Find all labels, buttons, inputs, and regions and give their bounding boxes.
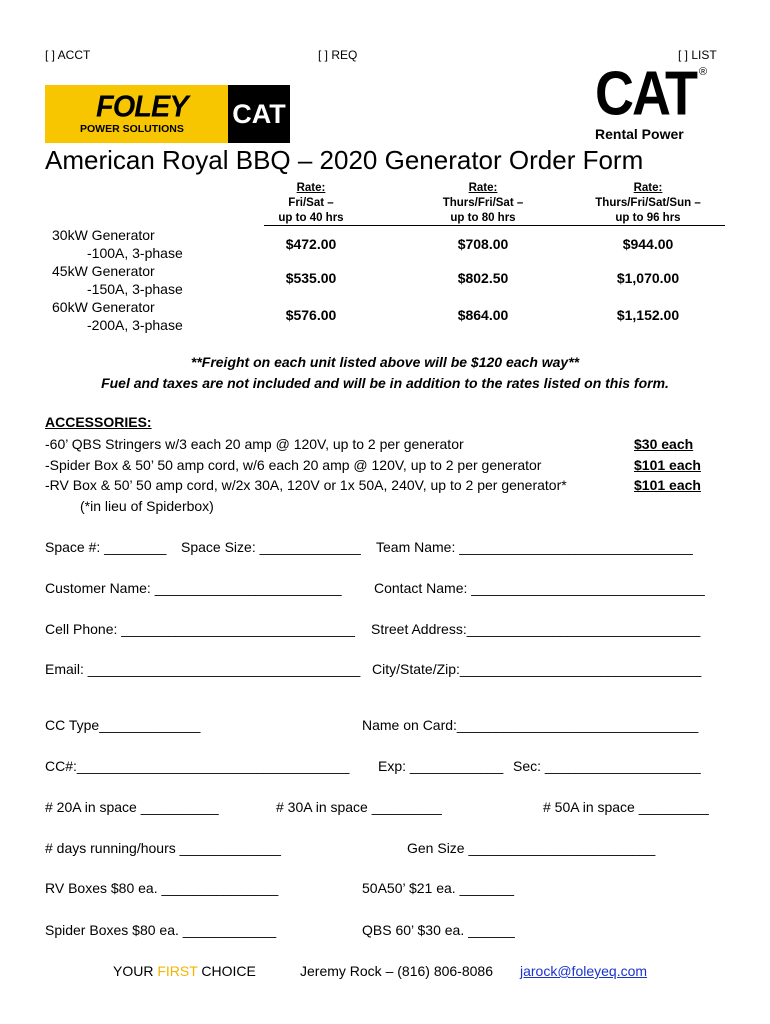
list-checkbox[interactable]: [ ] LIST <box>678 48 717 62</box>
header-divider <box>264 225 725 226</box>
acct-checkbox[interactable]: [ ] ACCT <box>45 48 91 62</box>
price-30kw-96hrs: $944.00 <box>622 236 674 252</box>
accessory-footnote: (*in lieu of Spiderbox) <box>80 498 214 514</box>
spider-boxes-field[interactable]: Spider Boxes $80 ea. ____________ <box>45 922 277 938</box>
price-45kw-96hrs: $1,070.00 <box>616 270 680 286</box>
accessory-spider-box: -Spider Box & 50’ 50 amp cord, w/6 each 20 amp @ 120V, up to 2 per generator <box>45 457 542 473</box>
rate-header-1 <box>236 181 386 226</box>
tagline-choice: CHOICE <box>197 963 256 979</box>
rate-label: Rate: <box>468 182 498 194</box>
generator-spec: -200A, 3-phase <box>87 317 183 333</box>
30a-in-space-field[interactable]: # 30A in space _________ <box>276 799 442 815</box>
generator-name: 60kW Generator <box>52 299 155 315</box>
cc-number-field[interactable]: CC#:___________________________________ <box>45 758 350 774</box>
tagline <box>113 963 256 979</box>
rate-header-2 <box>408 181 558 226</box>
price-45kw-80hrs: $802.50 <box>457 270 509 286</box>
tagline-first: FIRST <box>157 963 198 979</box>
space-size-field[interactable]: Space Size: _____________ <box>181 539 361 555</box>
price-45kw-40hrs: $535.00 <box>285 270 337 286</box>
accessory-qbs-stringers: -60’ QBS Stringers w/3 each 20 amp @ 120V, up to 2 per generator <box>45 436 464 452</box>
cat-rental-logo <box>595 58 720 146</box>
rate-hours: up to 40 hrs <box>278 212 344 224</box>
generator-60kw <box>52 298 183 334</box>
cell-phone-field[interactable]: Cell Phone: ______________________________ <box>45 621 355 637</box>
accessory-price: $30 each <box>634 436 694 452</box>
rate-header-3 <box>573 181 723 226</box>
contact-email-link[interactable]: jarock@foleyeq.com <box>520 963 648 979</box>
gen-size-field[interactable]: Gen Size ________________________ <box>407 840 656 856</box>
price-30kw-40hrs: $472.00 <box>285 236 337 252</box>
page-title: American Royal BBQ – 2020 Generator Order Form <box>45 145 644 175</box>
contact-info: Jeremy Rock – (816) 806-8086 <box>300 963 493 979</box>
rate-days: Thurs/Fri/Sat/Sun – <box>595 197 701 209</box>
street-address-field[interactable]: Street Address:______________________________ <box>371 621 701 637</box>
generator-45kw <box>52 262 183 298</box>
space-number-field[interactable]: Space #: ________ <box>45 539 167 555</box>
accessory-price: $101 each <box>634 477 701 493</box>
rate-hours: up to 80 hrs <box>450 212 516 224</box>
req-checkbox[interactable]: [ ] REQ <box>318 48 358 62</box>
rate-hours: up to 96 hrs <box>615 212 681 224</box>
cat-logo-word: CAT <box>595 59 696 129</box>
price-60kw-80hrs: $864.00 <box>457 307 509 323</box>
cc-type-field[interactable]: CC Type_____________ <box>45 717 201 733</box>
tagline-your: YOUR <box>113 963 158 979</box>
freight-note: **Freight on each unit listed above will be $120 each way** <box>190 354 580 370</box>
accessory-price: $101 each <box>634 457 701 473</box>
price-60kw-40hrs: $576.00 <box>285 307 337 323</box>
email-field[interactable]: Email: ___________________________________ <box>45 661 361 677</box>
cc-sec-field[interactable]: Sec: ____________________ <box>513 758 701 774</box>
cc-exp-field[interactable]: Exp: ____________ <box>378 758 504 774</box>
20a-in-space-field[interactable]: # 20A in space __________ <box>45 799 219 815</box>
foley-logo <box>45 85 290 143</box>
team-name-field[interactable]: Team Name: ______________________________ <box>376 539 693 555</box>
rate-days: Fri/Sat – <box>288 197 334 209</box>
customer-name-field[interactable]: Customer Name: ________________________ <box>45 580 342 596</box>
foley-cat-badge: CAT <box>228 85 290 143</box>
name-on-card-field[interactable]: Name on Card:_______________________________ <box>362 717 699 733</box>
generator-name: 45kW Generator <box>52 263 155 279</box>
generator-spec: -150A, 3-phase <box>87 281 183 297</box>
foley-logo-subtitle: POWER SOLUTIONS <box>80 123 184 135</box>
fuel-taxes-note: Fuel and taxes are not included and will be in addition to the rates listed on this form. <box>101 375 669 391</box>
rate-label: Rate: <box>296 182 326 194</box>
rate-label: Rate: <box>633 182 663 194</box>
generator-name: 30kW Generator <box>52 227 155 243</box>
city-state-zip-field[interactable]: City/State/Zip:_______________________________ <box>372 661 702 677</box>
generator-spec: -100A, 3-phase <box>87 245 183 261</box>
price-60kw-96hrs: $1,152.00 <box>616 307 680 323</box>
contact-name-field[interactable]: Contact Name: ______________________________ <box>374 580 705 596</box>
registered-mark: ® <box>699 66 708 78</box>
accessory-rv-box: -RV Box & 50’ 50 amp cord, w/2x 30A, 120V or 1x 50A, 240V, up to 2 per generator* <box>45 477 567 493</box>
price-30kw-80hrs: $708.00 <box>457 236 509 252</box>
rv-boxes-field[interactable]: RV Boxes $80 ea. _______________ <box>45 880 279 896</box>
cat-rental-power-text: Rental Power <box>595 126 684 142</box>
qbs-60-field[interactable]: QBS 60’ $30 ea. ______ <box>362 922 515 938</box>
50a-cord-field[interactable]: 50A50’ $21 ea. _______ <box>362 880 515 896</box>
foley-logo-name: FOLEY <box>96 90 188 124</box>
days-running-field[interactable]: # days running/hours _____________ <box>45 840 281 856</box>
accessories-title: ACCESSORIES: <box>45 414 152 430</box>
50a-in-space-field[interactable]: # 50A in space _________ <box>543 799 709 815</box>
generator-30kw <box>52 226 183 262</box>
rate-days: Thurs/Fri/Sat – <box>442 197 524 209</box>
